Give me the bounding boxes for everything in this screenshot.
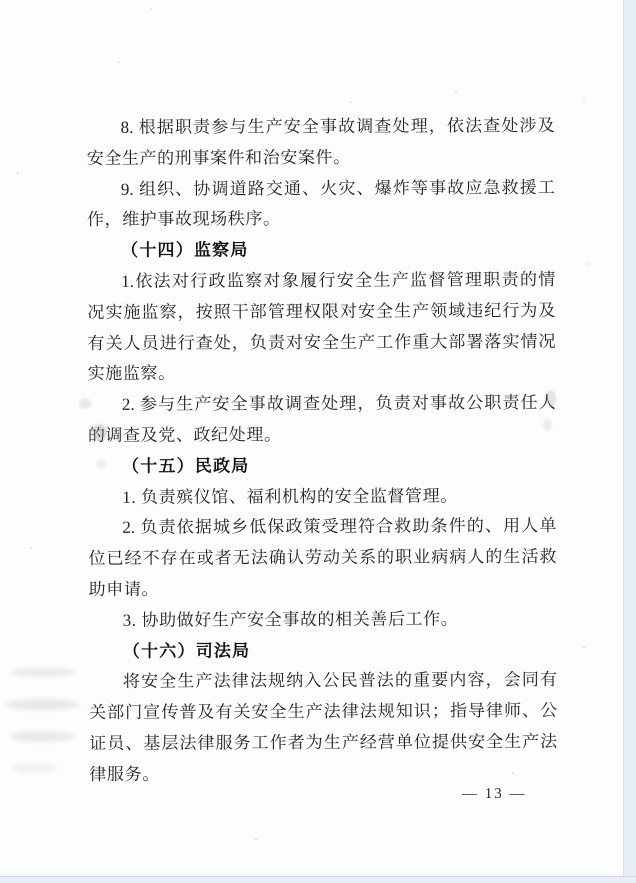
page-number: — 13 — bbox=[461, 785, 527, 803]
body-line: 将安全生产法律法规纳入公民普法的重要内容，会同有 bbox=[122, 670, 558, 692]
scan-smudge bbox=[12, 764, 58, 772]
scan-smudge bbox=[79, 398, 91, 409]
scan-speck bbox=[455, 91, 457, 93]
scan-smudge bbox=[543, 418, 552, 431]
scan-speck bbox=[350, 101, 352, 103]
scan-speck bbox=[540, 340, 542, 342]
body-line: 有关人员进行查处，负责对安全生产工作重大部署落实情况 bbox=[87, 331, 556, 353]
section-heading-line: （十六）司法局 bbox=[122, 640, 251, 661]
body-line: 1.依法对行政监察对象履行安全生产监督管理职责的情 bbox=[121, 269, 556, 291]
scanner-edge-right bbox=[623, 0, 636, 883]
body-line: 2. 负责依据城乡低保政策受理符合救助条件的、用人单 bbox=[122, 516, 557, 538]
body-line: 安全生产的刑事案件和治安案件。 bbox=[86, 147, 351, 168]
body-line: 8. 根据职责参与生产安全事故调查处理，依法查处涉及 bbox=[120, 115, 555, 137]
document-text-block bbox=[87, 111, 558, 791]
scanner-edge-bottom bbox=[0, 876, 636, 883]
scan-smudge bbox=[10, 668, 76, 677]
body-line: 律服务。 bbox=[89, 764, 160, 784]
body-line: 关部门宣传普及有关安全生产法律法规知识；指导律师、公 bbox=[89, 701, 558, 723]
section-heading-line: （十五）民政局 bbox=[122, 456, 250, 476]
body-line: 2. 参与生产安全事故调查处理，负责对事故公职责任人 bbox=[121, 393, 556, 415]
body-line: 助申请。 bbox=[88, 579, 160, 599]
scan-speck bbox=[150, 8, 152, 10]
scan-speck bbox=[588, 263, 590, 265]
scan-speck bbox=[583, 100, 585, 102]
body-line: 的调查及党、政纪处理。 bbox=[87, 425, 282, 445]
scan-speck bbox=[210, 224, 212, 226]
body-line: 作，维护事故现场秩序。 bbox=[86, 209, 281, 230]
body-line: 3. 协助做好生产安全事故的相关善后工作。 bbox=[122, 609, 459, 630]
scan-speck bbox=[512, 772, 514, 774]
body-line: 证员、基层法律服务工作者为生产经营单位提供安全生产法 bbox=[89, 731, 558, 753]
body-line: 1. 负责殡仪馆、福利机构的安全监督管理。 bbox=[122, 485, 458, 507]
scan-speck bbox=[17, 172, 19, 174]
scan-smudge bbox=[10, 731, 76, 742]
scan-smudge bbox=[96, 459, 106, 469]
body-line: 况实施监察，按照干部管理权限对安全生产领域违纪行为及 bbox=[87, 300, 556, 322]
scan-smudge bbox=[92, 424, 107, 441]
scan-speck bbox=[30, 547, 32, 549]
scan-smudge bbox=[6, 699, 80, 710]
body-line: 9. 组织、协调道路交通、火灾、爆炸等事故应急救援工 bbox=[120, 177, 555, 199]
scan-speck bbox=[255, 838, 257, 840]
section-heading-line: （十四）监察局 bbox=[121, 240, 249, 261]
scan-smudge bbox=[545, 390, 556, 407]
scan-speck bbox=[583, 646, 585, 648]
body-line: 实施监察。 bbox=[87, 363, 176, 384]
body-line: 位已经不存在或者无法确认劳动关系的职业病病人的生活救 bbox=[88, 547, 557, 569]
scan-speck bbox=[118, 61, 120, 63]
